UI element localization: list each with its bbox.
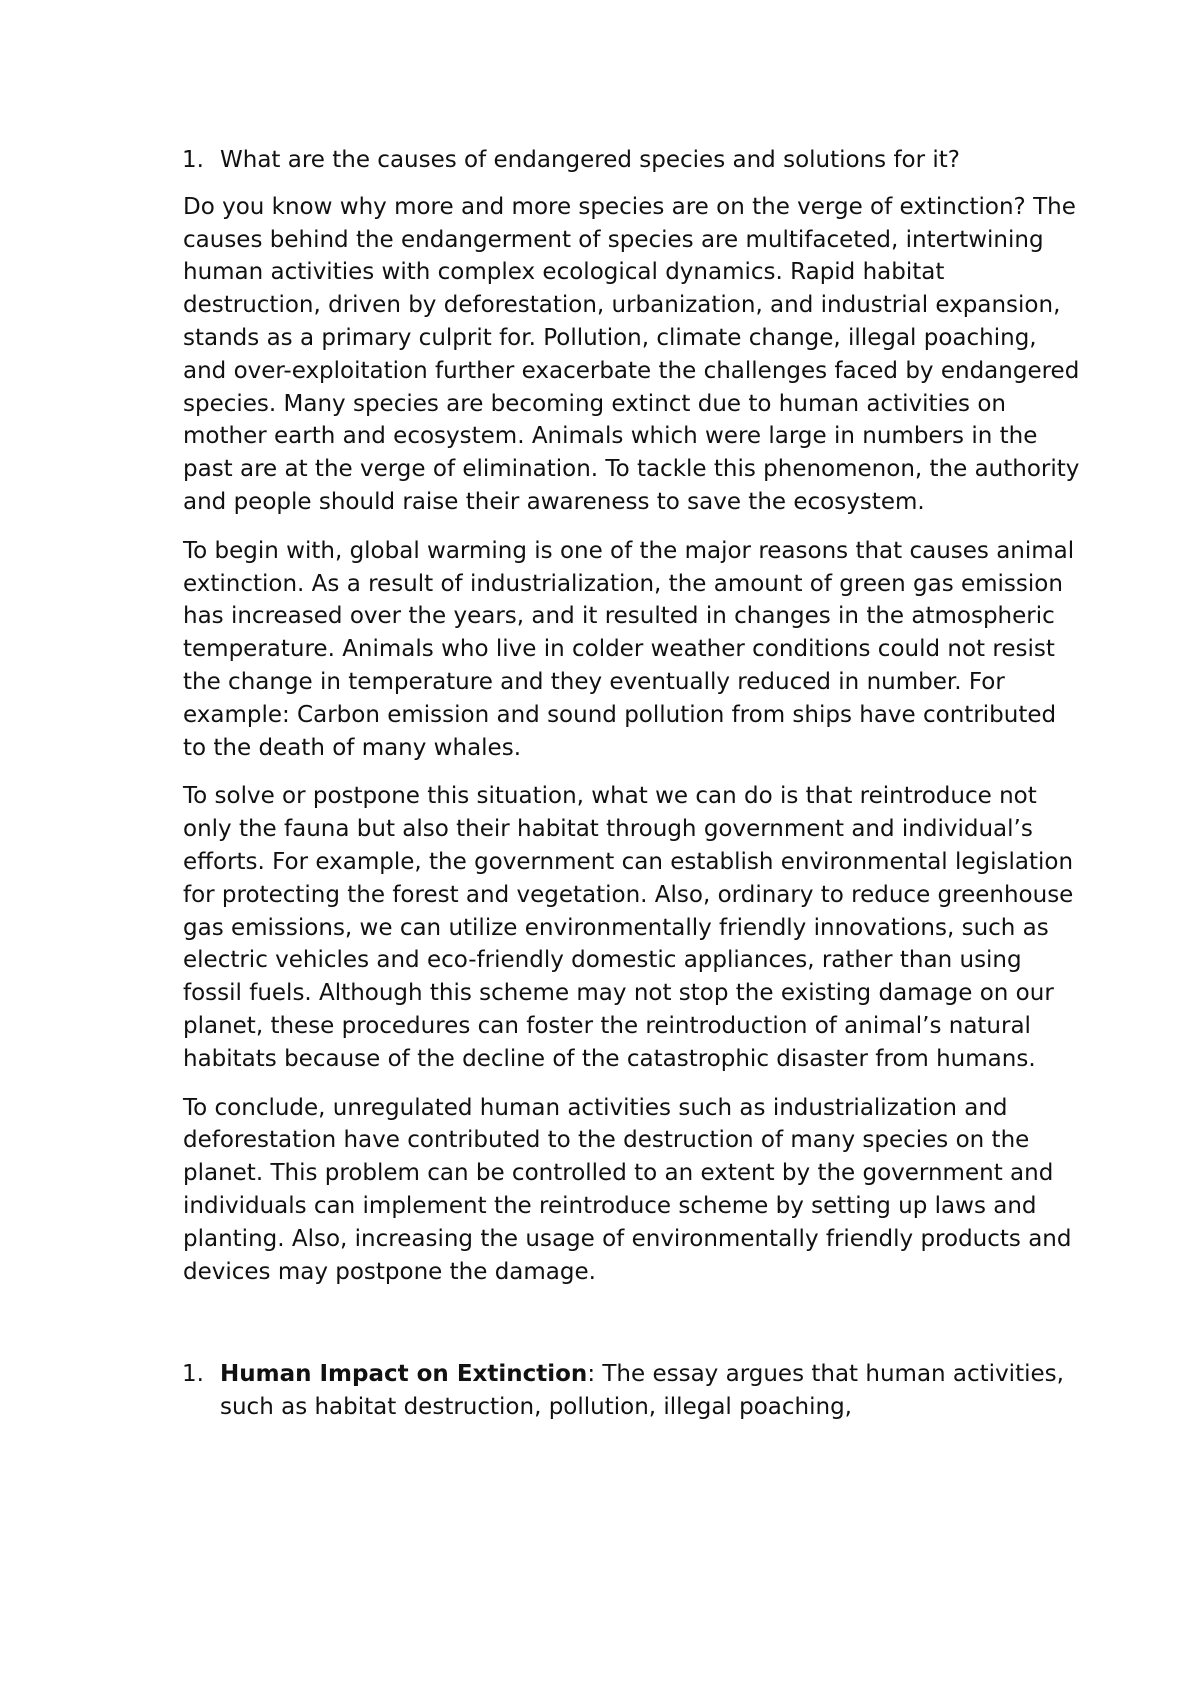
point-body: [220, 1358, 1083, 1424]
point-item: [183, 1358, 1083, 1424]
question-text: What are the causes of endangered species and solutions for it?: [220, 147, 961, 173]
paragraph-intro: Do you know why more and more species are on the verge of extinction? The causes behind the endangerment of species are multifaceted, intertwining human activities with complex ecological dynamics. Rapid habitat destruction, driven by deforestation, urbanization, and industrial expansion, stands as a primary culprit for. Pollution, climate change, illegal poaching, and over-exploitation further exacerbate the challenges faced by endangered species. Many species are becoming extinct due to human activities on mother earth and ecosystem. Animals which were large in numbers in the past are at the verge of elimination. To tackle this phenomenon, the authority and people should raise their awareness to save the ecosystem.: [183, 193, 1080, 515]
point-heading: Human Impact on Extinction: [220, 1361, 588, 1388]
document-page: [183, 144, 1083, 1424]
question-item: [183, 144, 1083, 177]
paragraph-global-warming: To begin with, global warming is one of the major reasons that causes animal extinction. As a result of industrialization, the amount of green gas emission has increased over the years, and it resulted in changes in the atmospheric temperature. Animals who live in colder weather conditions could not resist the change in temperature and they eventually reduced in number. For example: Carbon emission and sound pollution from ships have contributed to the death of many whales.: [183, 537, 1075, 761]
point-text: : The essay argues that human activities, such as habitat destruction, pollution, illegal poaching,: [220, 1361, 1064, 1421]
paragraph-solution: To solve or postpone this situation, what we can do is that reintroduce not only the fauna but also their habitat through government and individual’s efforts. For example, the government can establish environmental legislation for protecting the forest and vegetation. Also, ordinary to reduce greenhouse gas emissions, we can utilize environmentally friendly innovations, such as electric vehicles and eco-friendly domestic appliances, rather than using fossil fuels. Although this scheme may not stop the existing damage on our planet, these procedures can foster the reintroduction of animal’s natural habitats because of the decline of the catastrophic disaster from humans.: [183, 783, 1074, 1072]
point-number: 1.: [182, 1361, 204, 1388]
question-number: 1.: [182, 147, 204, 173]
paragraph-conclusion: To conclude, unregulated human activities such as industrialization and deforestation have contributed to the destruction of many species on the planet. This problem can be controlled to an extent by the government and individuals can implement the reintroduce scheme by setting up laws and planting. Also, increasing the usage of environmentally friendly products and devices may postpone the damage.: [183, 1094, 1072, 1285]
section-spacer: [183, 1304, 1083, 1358]
